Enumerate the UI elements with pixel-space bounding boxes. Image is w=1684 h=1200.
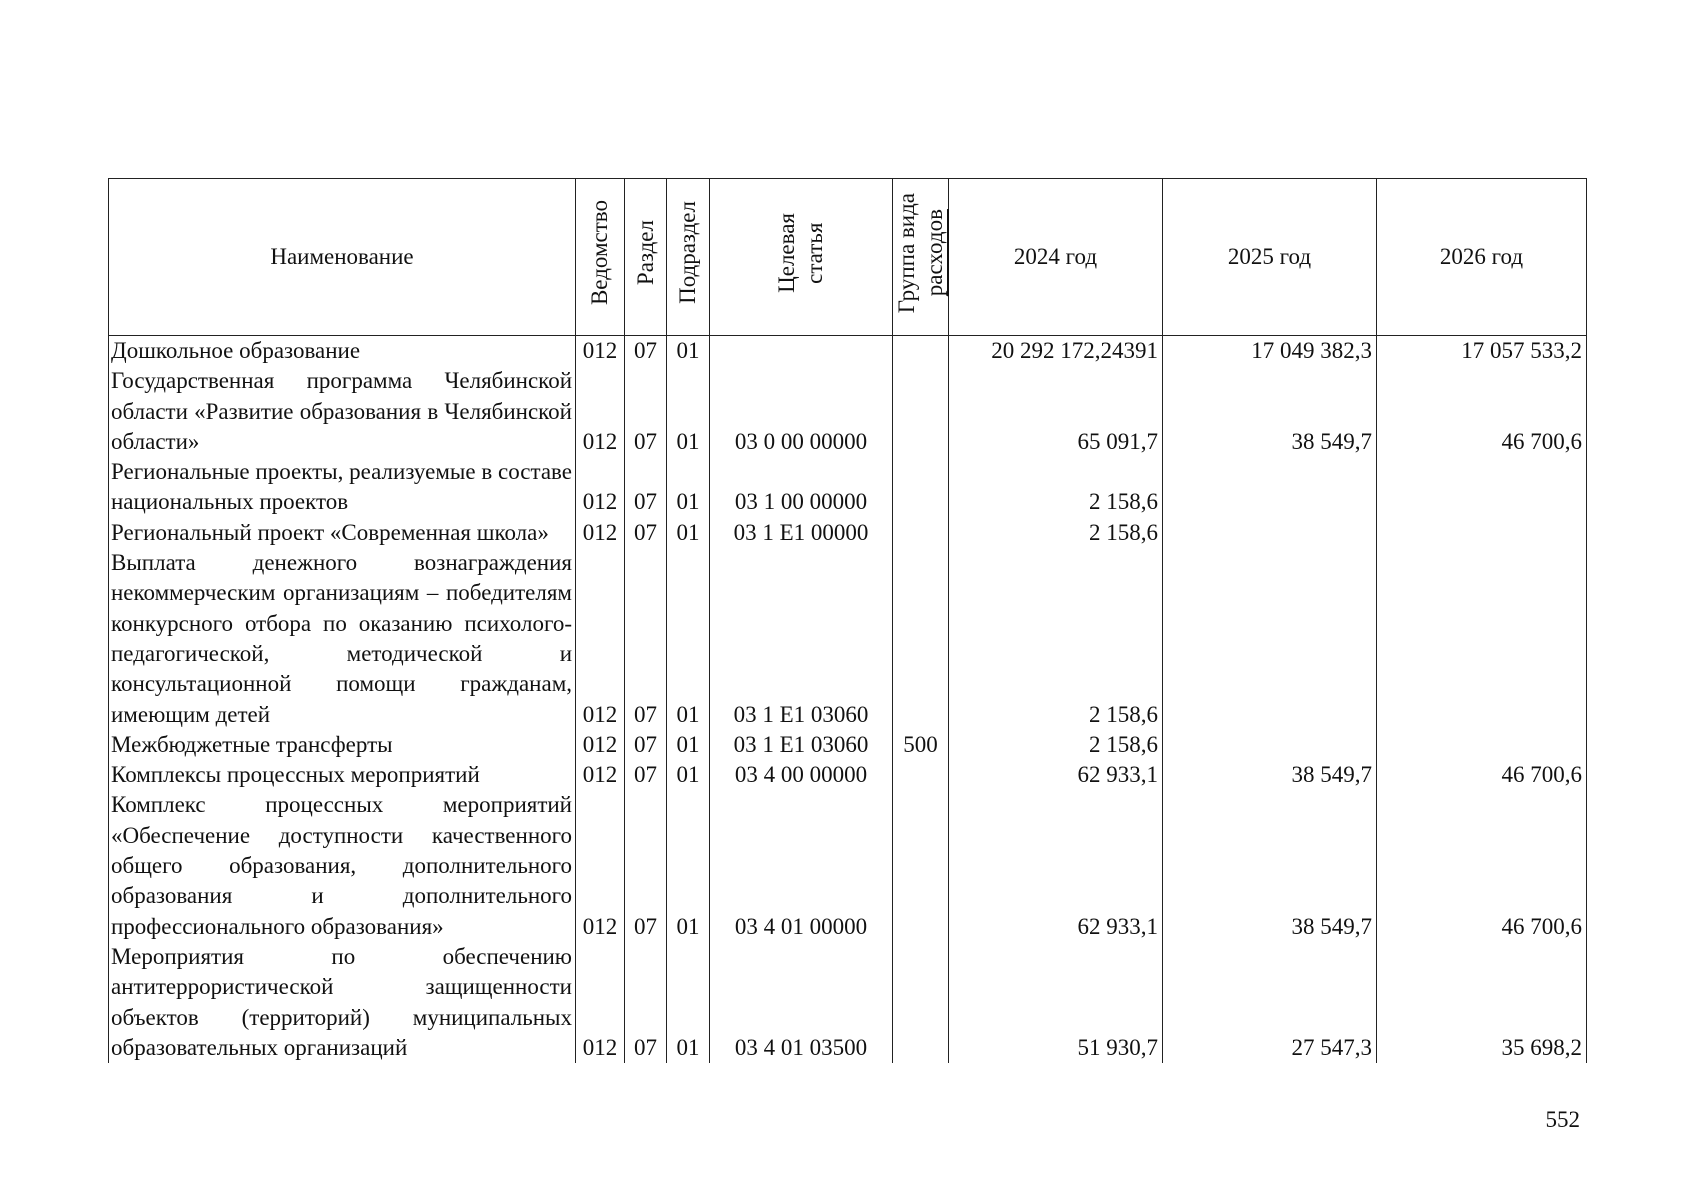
row-2026 (1377, 518, 1587, 548)
header-group: Группа вида расходов (893, 179, 949, 336)
row-2025 (1163, 457, 1377, 518)
row-section: 07 (625, 760, 667, 790)
table-row (109, 548, 1587, 730)
row-group (893, 366, 949, 457)
row-target (710, 336, 893, 367)
row-section: 07 (625, 366, 667, 457)
table-row (109, 457, 1587, 518)
row-2026 (1377, 457, 1587, 518)
row-name: Дошкольное образование (109, 336, 576, 367)
row-section: 07 (625, 518, 667, 548)
row-2025 (1163, 548, 1377, 730)
row-subsection: 01 (667, 457, 710, 518)
table-row (109, 366, 1587, 457)
row-target: 03 1 00 00000 (710, 457, 893, 518)
row-2025 (1163, 518, 1377, 548)
row-dept: 012 (576, 760, 625, 790)
row-name: Государственная программа Челябинской области «Развитие образования в Челябинской области» (109, 366, 576, 457)
row-2026: 46 700,6 (1377, 760, 1587, 790)
row-group (893, 457, 949, 518)
row-subsection: 01 (667, 366, 710, 457)
row-target: 03 1 E1 03060 (710, 548, 893, 730)
row-dept: 012 (576, 518, 625, 548)
row-group (893, 942, 949, 1063)
row-dept: 012 (576, 366, 625, 457)
header-section: Раздел (625, 179, 667, 336)
row-group (893, 518, 949, 548)
row-2024: 2 158,6 (949, 548, 1163, 730)
row-2025: 17 049 382,3 (1163, 336, 1377, 367)
row-2025: 38 549,7 (1163, 366, 1377, 457)
header-dept: Ведомство (576, 179, 625, 336)
row-section: 07 (625, 457, 667, 518)
table-row (109, 790, 1587, 941)
row-group (893, 336, 949, 367)
row-2025: 38 549,7 (1163, 790, 1377, 941)
row-target: 03 4 01 00000 (710, 790, 893, 941)
row-section: 07 (625, 790, 667, 941)
row-2024: 51 930,7 (949, 942, 1163, 1063)
row-name: Межбюджетные трансферты (109, 730, 576, 760)
row-name: Комплекс процессных мероприятий «Обеспечение доступности качественного общего образования, дополнительного образования и дополнительного профессионального образования» (109, 790, 576, 941)
row-2024: 20 292 172,24391 (949, 336, 1163, 367)
row-section: 07 (625, 336, 667, 367)
row-subsection: 01 (667, 942, 710, 1063)
header-subsection: Подраздел (667, 179, 710, 336)
row-dept: 012 (576, 336, 625, 367)
row-subsection: 01 (667, 548, 710, 730)
row-group (893, 790, 949, 941)
table-row (109, 518, 1587, 548)
row-2024: 2 158,6 (949, 457, 1163, 518)
header-name: Наименование (109, 179, 576, 336)
row-2024: 2 158,6 (949, 518, 1163, 548)
table-row (109, 336, 1587, 367)
row-target: 03 4 00 00000 (710, 760, 893, 790)
row-2025 (1163, 730, 1377, 760)
row-2026: 46 700,6 (1377, 366, 1587, 457)
header-row (109, 179, 1587, 336)
row-subsection: 01 (667, 518, 710, 548)
row-target: 03 0 00 00000 (710, 366, 893, 457)
table-row (109, 760, 1587, 790)
row-2024: 62 933,1 (949, 790, 1163, 941)
budget-table (108, 178, 1587, 1063)
row-subsection: 01 (667, 336, 710, 367)
row-2026 (1377, 730, 1587, 760)
row-subsection: 01 (667, 760, 710, 790)
row-2024: 65 091,7 (949, 366, 1163, 457)
page-number: 552 (1545, 1107, 1580, 1132)
row-group (893, 548, 949, 730)
row-group (893, 760, 949, 790)
header-2024: 2024 год (949, 179, 1163, 336)
row-2024: 2 158,6 (949, 730, 1163, 760)
row-2024: 62 933,1 (949, 760, 1163, 790)
row-section: 07 (625, 942, 667, 1063)
row-2026 (1377, 548, 1587, 730)
row-target: 03 1 E1 03060 (710, 730, 893, 760)
row-2026: 17 057 533,2 (1377, 336, 1587, 367)
row-2026: 46 700,6 (1377, 790, 1587, 941)
row-2025: 27 547,3 (1163, 942, 1377, 1063)
row-name: Выплата денежного вознаграждения некоммерческим организациям – победителям конкурсного отбора по оказанию психолого-педагогической, методической и консультационной помощи гражданам, имеющим детей (109, 548, 576, 730)
table-row (109, 942, 1587, 1063)
row-2026: 35 698,2 (1377, 942, 1587, 1063)
row-dept: 012 (576, 942, 625, 1063)
row-dept: 012 (576, 548, 625, 730)
row-2025: 38 549,7 (1163, 760, 1377, 790)
row-section: 07 (625, 548, 667, 730)
row-name: Мероприятия по обеспечению антитеррористической защищенности объектов (территорий) муниципальных образовательных организаций (109, 942, 576, 1063)
row-subsection: 01 (667, 790, 710, 941)
row-subsection: 01 (667, 730, 710, 760)
row-dept: 012 (576, 790, 625, 941)
row-name: Комплексы процессных мероприятий (109, 760, 576, 790)
row-name: Региональный проект «Современная школа» (109, 518, 576, 548)
header-2026: 2026 год (1377, 179, 1587, 336)
header-target: Целевая статья (710, 179, 893, 336)
table-row (109, 730, 1587, 760)
row-target: 03 4 01 03500 (710, 942, 893, 1063)
header-2025: 2025 год (1163, 179, 1377, 336)
row-target: 03 1 E1 00000 (710, 518, 893, 548)
row-dept: 012 (576, 457, 625, 518)
row-dept: 012 (576, 730, 625, 760)
row-name: Региональные проекты, реализуемые в составе национальных проектов (109, 457, 576, 518)
row-group: 500 (893, 730, 949, 760)
row-section: 07 (625, 730, 667, 760)
